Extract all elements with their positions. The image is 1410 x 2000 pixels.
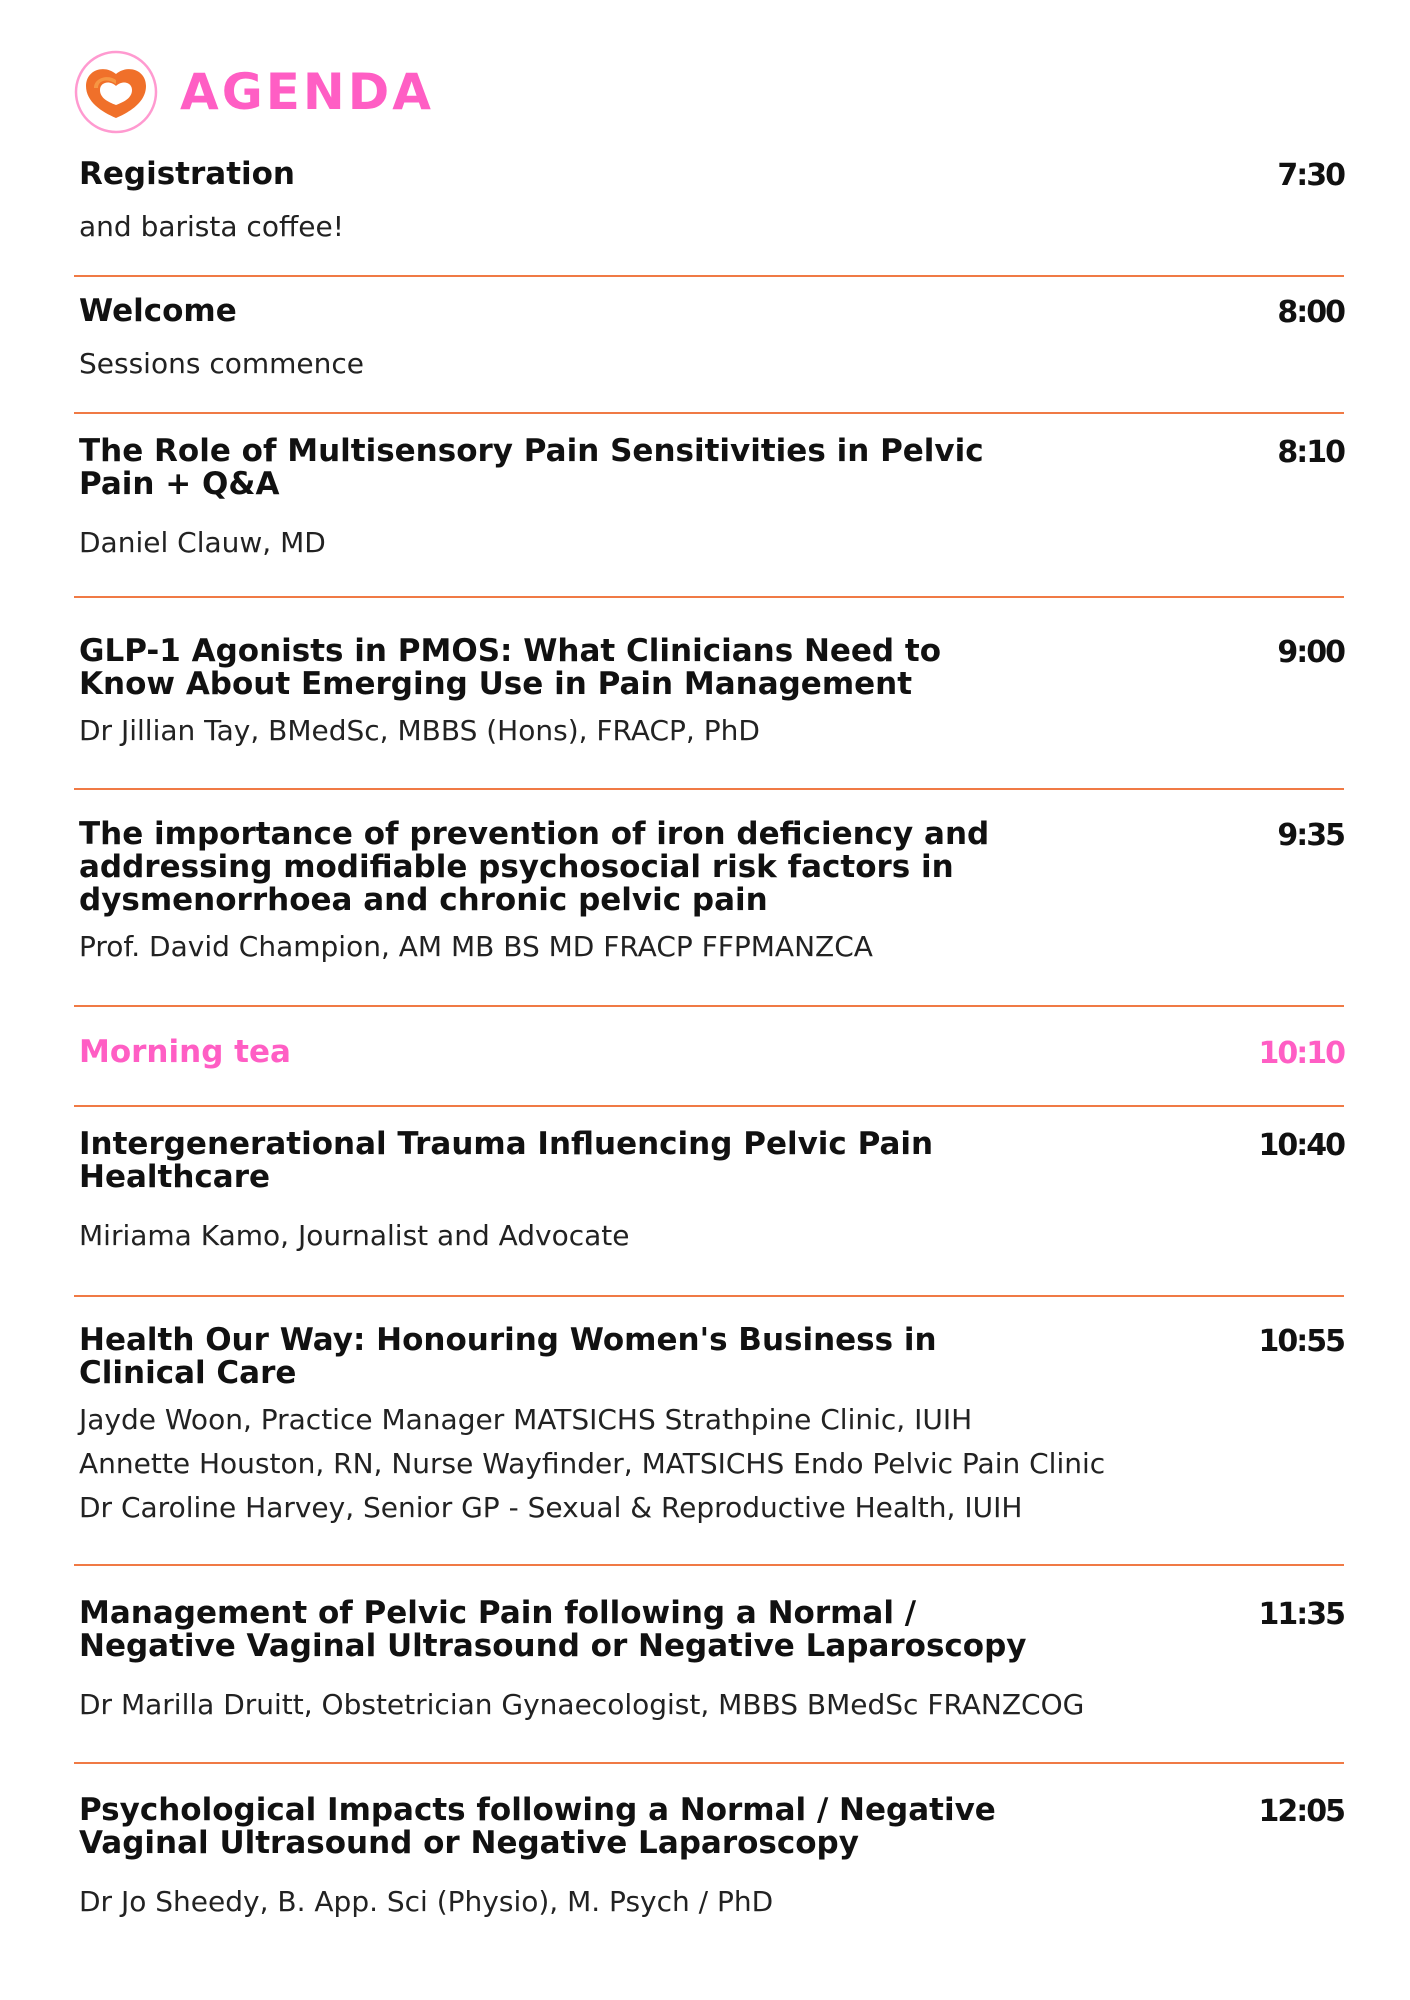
agenda-item-iron-deficiency — [74, 818, 1344, 969]
item-time: 8:10 — [1277, 435, 1344, 470]
item-speaker: Jayde Woon, Practice Manager MATSICHS Strathpine Clinic, IUIH — [79, 1403, 973, 1436]
item-speaker: Dr Jillian Tay, BMedSc, MBBS (Hons), FRACP, PhD — [79, 714, 760, 747]
item-speaker: Dr Caroline Harvey, Senior GP - Sexual & Reproductive Health, IUIH — [79, 1491, 1023, 1524]
divider — [74, 412, 1344, 414]
agenda-item-health-our-way — [74, 1324, 1344, 1530]
item-title: The Role of Multisensory Pain Sensitivities in Pelvic Pain + Q&A — [79, 433, 984, 502]
item-speaker: Dr Jo Sheedy, B. App. Sci (Physio), M. Psych / PhD — [79, 1885, 774, 1918]
item-title: Registration — [79, 156, 296, 192]
item-time: 9:00 — [1277, 635, 1344, 670]
divider — [74, 596, 1344, 598]
divider — [74, 275, 1344, 277]
divider — [74, 788, 1344, 790]
divider — [74, 1105, 1344, 1107]
item-time: 10:10 — [1258, 1036, 1344, 1071]
item-time: 8:00 — [1277, 295, 1344, 330]
agenda-item-multisensory — [74, 435, 1344, 565]
agenda-item-morning-tea — [74, 1036, 1344, 1069]
item-speaker: Daniel Clauw, MD — [79, 526, 326, 559]
item-time: 9:35 — [1277, 818, 1344, 853]
item-title: Health Our Way: Honouring Women's Business in Clinical Care — [79, 1322, 937, 1391]
agenda-item-registration — [74, 158, 1344, 249]
item-time: 10:40 — [1258, 1128, 1344, 1163]
item-title: Management of Pelvic Pain following a Normal / Negative Vaginal Ultrasound or Negative Laparoscopy — [79, 1595, 1027, 1664]
divider — [74, 1762, 1344, 1764]
agenda-item-welcome — [74, 295, 1344, 386]
item-speaker: Prof. David Champion, AM MB BS MD FRACP FFPMANZCA — [79, 930, 873, 963]
item-time: 12:05 — [1258, 1794, 1344, 1829]
item-speaker: Dr Marilla Druitt, Obstetrician Gynaecologist, MBBS BMedSc FRANZCOG — [79, 1688, 1085, 1721]
divider — [74, 1295, 1344, 1297]
heart-ring-logo-icon — [74, 50, 158, 134]
item-detail: Sessions commence — [79, 347, 364, 380]
item-detail: and barista coffee! — [79, 210, 344, 243]
item-title: Morning tea — [79, 1034, 291, 1070]
item-speaker: Annette Houston, RN, Nurse Wayfinder, MATSICHS Endo Pelvic Pain Clinic — [79, 1447, 1106, 1480]
agenda-item-management-pelvic-pain — [74, 1597, 1344, 1727]
item-title: Psychological Impacts following a Normal / Negative Vaginal Ultrasound or Negative Laparoscopy — [79, 1792, 996, 1861]
agenda-item-psychological-impacts — [74, 1794, 1344, 1924]
agenda-item-intergenerational-trauma — [74, 1128, 1344, 1258]
divider — [74, 1564, 1344, 1566]
item-time: 11:35 — [1258, 1597, 1344, 1632]
divider — [74, 1005, 1344, 1007]
item-title: Welcome — [79, 293, 237, 329]
agenda-item-glp1 — [74, 635, 1344, 753]
item-title: The importance of prevention of iron deficiency and addressing modifiable psychosocial risk factors in dysmenorrhoea and chronic pelvic pain — [79, 816, 990, 918]
item-time: 10:55 — [1258, 1324, 1344, 1359]
agenda-title: AGENDA — [180, 63, 434, 121]
item-title: GLP-1 Agonists in PMOS: What Clinicians Need to Know About Emerging Use in Pain Management — [79, 633, 942, 702]
agenda-header — [74, 48, 434, 136]
item-speaker: Miriama Kamo, Journalist and Advocate — [79, 1219, 630, 1252]
item-title: Intergenerational Trauma Influencing Pelvic Pain Healthcare — [79, 1126, 934, 1195]
item-time: 7:30 — [1277, 158, 1344, 193]
